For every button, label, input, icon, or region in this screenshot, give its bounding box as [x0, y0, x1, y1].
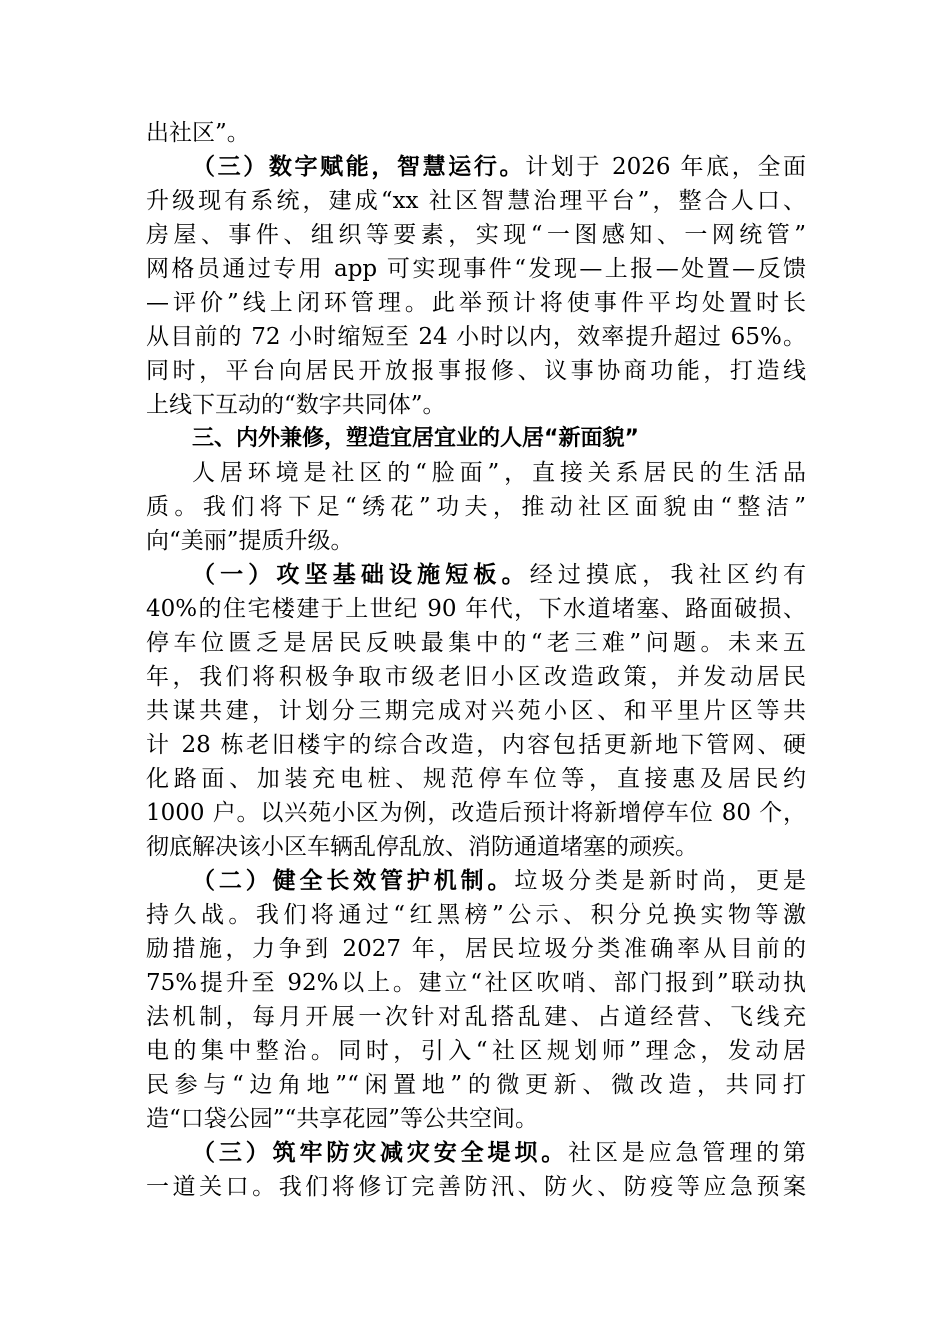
paragraph-lead: （三）筑牢防灾减灾安全堤坝。	[192, 1140, 569, 1166]
text-line	[146, 116, 806, 150]
paragraph-text: 持久战。我们将通过“红黑榜”公示、积分兑换实物等激	[146, 902, 806, 928]
paragraph-text: 垃圾分类是新时尚，更是	[514, 868, 807, 894]
text-line	[146, 524, 806, 558]
paragraph-text: 出社区”。	[146, 120, 250, 146]
paragraph-text: 彻底解决该小区车辆乱停乱放、消防通道堵塞的顽疾。	[146, 834, 698, 860]
paragraph-text: 停车位匮乏是居民反映最集中的“老三难”问题。未来五	[146, 630, 806, 656]
text-line	[146, 864, 806, 898]
paragraph-text: 质。我们将下足“绣花”功夫，推动社区面貌由“整洁”	[146, 494, 806, 520]
paragraph-text: 计划于 2026 年底，全面	[525, 154, 807, 180]
text-line	[146, 1102, 806, 1136]
paragraph-text: 化路面、加装充电桩、规范停车位等，直接惠及居民约	[146, 766, 806, 792]
document-body	[146, 116, 806, 1204]
text-line	[146, 184, 806, 218]
paragraph-lead: （三）数字赋能，智慧运行。	[192, 154, 526, 180]
paragraph-text: 计 28 栋老旧楼宇的综合改造，内容包括更新地下管网、硬	[146, 732, 806, 758]
paragraph-text: 房屋、事件、组织等要素，实现“一图感知、一网统管”	[146, 222, 806, 248]
text-line	[146, 932, 806, 966]
paragraph-text: 同时，平台向居民开放报事报修、议事协商功能，打造线	[146, 358, 806, 384]
text-line	[146, 898, 806, 932]
text-line	[146, 762, 806, 796]
text-line	[146, 1136, 806, 1170]
text-line	[146, 728, 806, 762]
text-line	[146, 558, 806, 592]
text-line	[146, 796, 806, 830]
text-line	[146, 388, 806, 422]
text-line	[146, 694, 806, 728]
paragraph-text: 共谋共建，计划分三期完成对兴苑小区、和平里片区等共	[146, 698, 806, 724]
text-line	[146, 626, 806, 660]
paragraph-text: 升级现有系统，建成“xx 社区智慧治理平台”，整合人口、	[146, 188, 806, 214]
paragraph-text: 人居环境是社区的“脸面”，直接关系居民的生活品	[192, 460, 806, 486]
paragraph-text: 励措施，力争到 2027 年，居民垃圾分类准确率从目前的	[146, 936, 806, 962]
paragraph-lead: （二）健全长效管护机制。	[192, 868, 515, 894]
text-line	[146, 150, 806, 184]
section-heading	[146, 422, 806, 456]
text-line	[146, 320, 806, 354]
paragraph-text: 经过摸底，我社区约有	[529, 562, 807, 588]
text-line	[146, 218, 806, 252]
text-line	[146, 286, 806, 320]
text-line	[146, 1068, 806, 1102]
paragraph-text: 网格员通过专用 app 可实现事件“发现—上报—处置—反馈	[146, 256, 806, 282]
paragraph-text: 一道关口。我们将修订完善防汛、防火、防疫等应急预案	[146, 1174, 806, 1200]
text-line	[146, 490, 806, 524]
paragraph-text: 1000 户。以兴苑小区为例，改造后预计将新增停车位 80 个，	[146, 800, 806, 826]
paragraph-lead: （一）攻坚基础设施短板。	[192, 562, 530, 588]
section-heading-text: 三、内外兼修，塑造宜居宜业的人居“新面貌”	[192, 426, 639, 451]
text-line	[146, 1000, 806, 1034]
paragraph-text: 向“美丽”提质升级。	[146, 528, 354, 554]
text-line	[146, 660, 806, 694]
paragraph-text: 造“口袋公园”“共享花园”等公共空间。	[146, 1106, 539, 1132]
paragraph-text: 上线下互动的“数字共同体”。	[146, 392, 446, 418]
paragraph-text: 40%的住宅楼建于上世纪 90 年代，下水道堵塞、路面破损、	[146, 596, 806, 622]
text-line	[146, 592, 806, 626]
paragraph-text: 民参与“边角地”“闲置地”的微更新、微改造，共同打	[146, 1072, 806, 1098]
text-line	[146, 966, 806, 1000]
paragraph-text: 从目前的 72 小时缩短至 24 小时以内，效率提升超过 65%。	[146, 324, 806, 350]
paragraph-text: 法机制，每月开展一次针对乱搭乱建、占道经营、飞线充	[146, 1004, 806, 1030]
text-line	[146, 1034, 806, 1068]
paragraph-text: 电的集中整治。同时，引入“社区规划师”理念，发动居	[146, 1038, 806, 1064]
text-line	[146, 1170, 806, 1204]
text-line	[146, 456, 806, 490]
text-line	[146, 830, 806, 864]
text-line	[146, 354, 806, 388]
paragraph-text: —评价”线上闭环管理。此举预计将使事件平均处置时长	[146, 290, 806, 316]
paragraph-text: 年，我们将积极争取市级老旧小区改造政策，并发动居民	[146, 664, 806, 690]
text-line	[146, 252, 806, 286]
paragraph-text: 75%提升至 92%以上。建立“社区吹哨、部门报到”联动执	[146, 970, 806, 996]
paragraph-text: 社区是应急管理的第	[568, 1140, 807, 1166]
